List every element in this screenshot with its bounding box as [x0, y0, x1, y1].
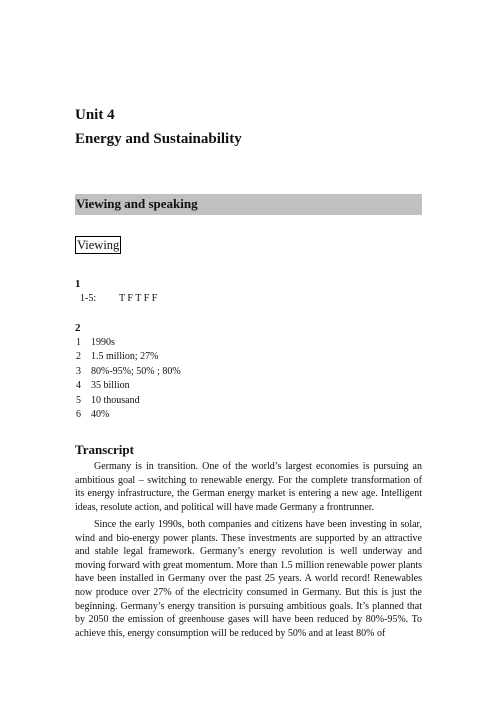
- exercise-2-number: 2: [75, 322, 81, 334]
- list-item: 4 35 billion: [76, 380, 130, 392]
- list-item: 5 10 thousand: [76, 394, 140, 406]
- transcript-paragraph-2: Since the early 1990s, both companies and citizens have been investing in solar, wind and bio-energy power plants. These investments are supported by an attractive and stable legal framework. Germany’s energy revolution is well underway and moving forward with great momentum. More than 1.5 million renewable power plants have been installed in Germany over the past 25 years. A world record! Renewables now produce over 27% of the electricity consumed in Germany. But this is just the beginning. Germany’s energy transition is pursuing ambitious goals. It’s planned that by 2050 the emission of greenhouse gases will have been reduced by 80%-95%. To achieve this, energy consumption will be reduced by 50% and at least 80% of: [75, 519, 422, 639]
- list-item: 3 80%-95%; 50% ; 80%: [76, 365, 181, 377]
- list-item: 1 1990s: [76, 337, 115, 348]
- section-heading-bar: [75, 194, 422, 215]
- list-item: 6 40%: [76, 408, 110, 420]
- exercise-1-answers: T F T F F: [119, 293, 158, 304]
- transcript-paragraph-1: Germany is in transition. One of the world’s largest economies is pursuing an ambitious goal – switching to renewable energy. For the complete transformation of its energy infrastructure, the German energy market is entering a new age. Intelligent ideas, resolute action, and political will have made Germany a frontrunner.: [75, 461, 422, 513]
- section-heading: Viewing and speaking: [76, 196, 198, 211]
- exercise-1-number: 1: [75, 278, 81, 290]
- unit-subtitle: Energy and Sustainability: [75, 131, 242, 147]
- unit-title: Unit 4: [75, 107, 115, 123]
- exercise-2-answer-list: [76, 336, 181, 422]
- transcript-heading: Transcript: [75, 442, 134, 457]
- viewing-subheading: Viewing: [77, 238, 120, 252]
- list-item: 2 1.5 million; 27%: [76, 351, 159, 363]
- exercise-1-label: 1-5:: [80, 293, 97, 304]
